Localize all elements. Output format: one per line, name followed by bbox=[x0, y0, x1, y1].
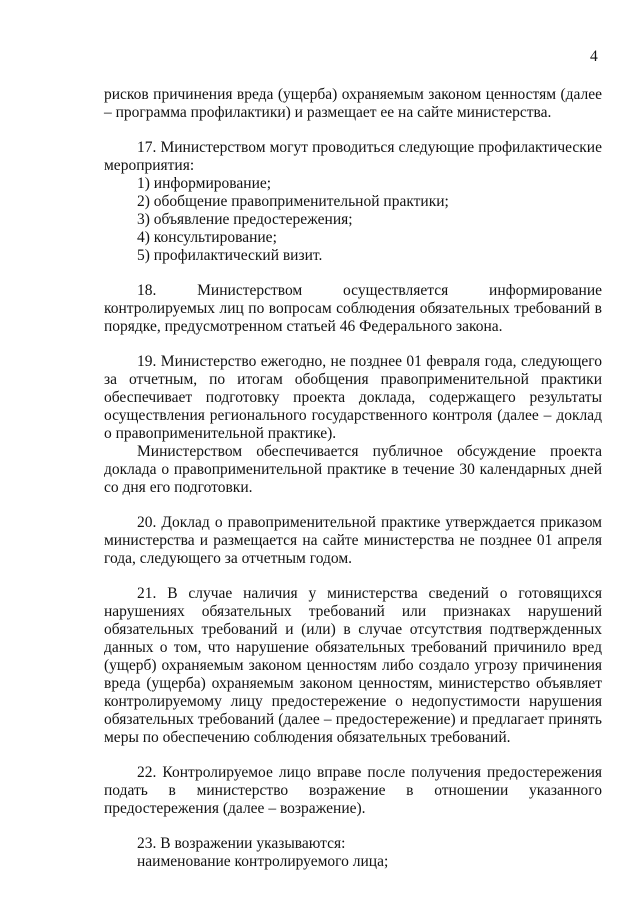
paragraph-intro: рисков причинения вреда (ущерба) охраняемым законом ценностям (далее – программа профилактики) и размещает ее на сайте министерства. bbox=[104, 86, 602, 121]
paragraph-19-continued: Министерством обеспечивается публичное обсуждение проекта доклада о правоприменительной практике в течение 30 календарных дней со дня его подготовки. bbox=[104, 443, 602, 496]
page-number: 4 bbox=[590, 48, 598, 65]
paragraph-23-item: наименование контролируемого лица; bbox=[137, 853, 389, 870]
document-body bbox=[104, 86, 602, 871]
paragraph-22: 22. Контролируемое лицо вправе после получения предостережения подать в министерство возражение в отношении указанного предостережения (далее – возражение). bbox=[104, 764, 602, 817]
list-item: 3) объявление предостережения; bbox=[137, 211, 353, 228]
list-item: 5) профилактический визит. bbox=[137, 247, 323, 264]
paragraph-18: 18. Министерством осуществляется информирование контролируемых лиц по вопросам соблюдения обязательных требований в порядке, предусмотренном статьей 46 Федерального закона. bbox=[104, 282, 602, 335]
paragraph-21: 21. В случае наличия у министерства сведений о готовящихся нарушениях обязательных требований или признаках нарушений обязательных требований и (или) в случае отсутствия подтвержденных данных о том, что нарушение обязательных требований причинило вред (ущерб) охраняемым законом ценностям либо создало угрозу причинения вреда (ущерба) охраняемым законом ценностям, министерство объявляет контролируемому лицу предостережение о недопустимости нарушения обязательных требований (далее – предостережение) и предлагает принять меры по обеспечению соблюдения обязательных требований. bbox=[104, 585, 602, 746]
list-item: 1) информирование; bbox=[137, 175, 272, 192]
list-item: 2) обобщение правоприменительной практики; bbox=[137, 193, 449, 210]
list-item: 4) консультирование; bbox=[137, 229, 277, 246]
paragraph-20: 20. Доклад о правоприменительной практике утверждается приказом министерства и размещается на сайте министерства не позднее 01 апреля года, следующего за отчетным годом. bbox=[104, 514, 602, 567]
paragraph-19: 19. Министерство ежегодно, не позднее 01 февраля года, следующего за отчетным, по итогам обобщения правоприменительной практики обеспечивает подготовку проекта доклада, содержащего результаты осуществления регионального государственного контроля (далее – доклад о правоприменительной практике). bbox=[104, 353, 602, 442]
paragraph-17: 17. Министерством могут проводиться следующие профилактические мероприятия: bbox=[104, 139, 602, 174]
paragraph-23: 23. В возражении указываются: bbox=[137, 835, 346, 852]
